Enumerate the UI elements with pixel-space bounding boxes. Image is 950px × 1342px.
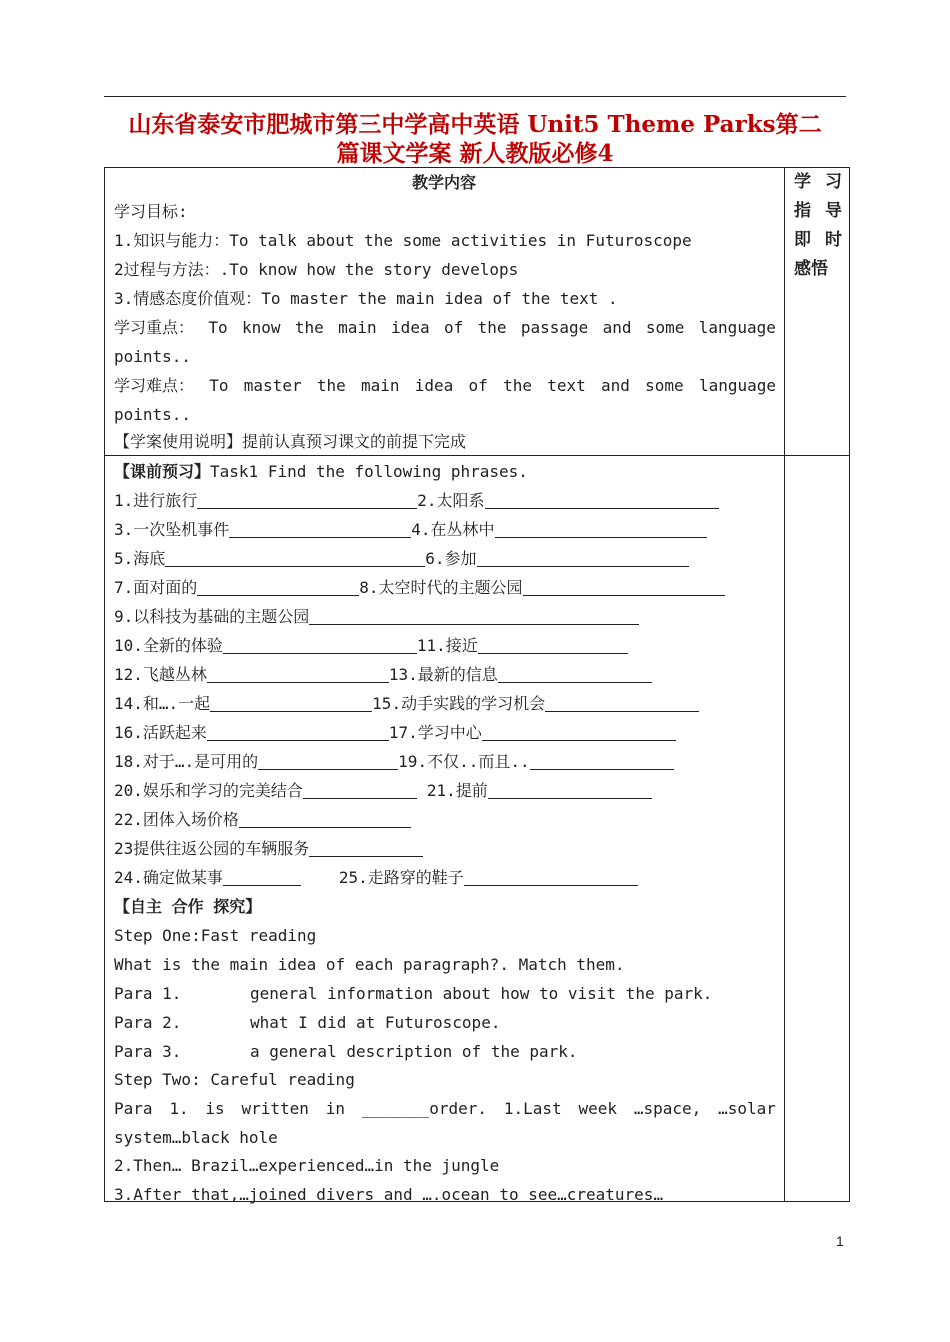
word: know <box>242 318 281 337</box>
word: some <box>645 376 684 395</box>
word: the <box>477 318 507 337</box>
answer-blank[interactable] <box>495 519 707 538</box>
preview-heading: 【课前预习】 <box>114 462 211 481</box>
answer-blank[interactable] <box>197 490 417 509</box>
answer-blank[interactable] <box>309 838 423 857</box>
word: _______order. <box>361 1099 488 1118</box>
word: and <box>601 376 630 395</box>
key-point-cont: points.. <box>114 347 192 366</box>
para-description: a general description of the park. <box>250 1042 578 1061</box>
answer-blank[interactable] <box>207 664 389 683</box>
phrase-row <box>114 718 776 747</box>
phrase-row <box>114 834 776 863</box>
word: main <box>360 376 400 395</box>
phrase-row <box>114 631 776 660</box>
word: of <box>468 376 488 395</box>
sidebar-row-4 <box>794 255 842 284</box>
title-line-2: 篇课文学案 新人教版必修4 <box>336 140 614 167</box>
step-one: Step One:Fast reading <box>114 926 317 945</box>
goal-attitude: 3.情感态度价值观：To master the main idea of the text . <box>114 289 618 308</box>
answer-blank[interactable] <box>498 664 652 683</box>
phrase-label: 13.最新的信息 <box>388 665 498 684</box>
answer-blank[interactable] <box>303 780 417 799</box>
phrase-label: 22.团体入场价格 <box>114 810 239 829</box>
phrase-label: 16.活跃起来 <box>114 723 207 742</box>
sidebar-char: 时 <box>825 230 842 250</box>
answer-blank[interactable] <box>229 519 411 538</box>
phrase-row <box>114 602 776 631</box>
fast-reading-question: What is the main idea of each paragraph?. Match them. <box>114 955 625 974</box>
word: passage <box>520 318 589 337</box>
phrase-label: 25.走路穿的鞋子 <box>338 868 464 887</box>
phrase-row <box>114 689 776 718</box>
phrase-label: 23提供往返公园的车辆服务 <box>114 839 310 858</box>
phrase-label: 3.一次坠机事件 <box>114 520 230 539</box>
answer-blank[interactable] <box>223 867 301 886</box>
usage-note: 【学案使用说明】提前认真预习课文的前提下完成 <box>114 432 467 451</box>
explore-heading: 【自主 合作 探究】 <box>114 897 262 916</box>
word: Para <box>114 1099 153 1118</box>
step-two: Step Two: Careful reading <box>114 1070 355 1089</box>
phrase-row <box>114 863 776 892</box>
preview-task-text: Task1 Find the following phrases. <box>210 462 528 481</box>
phrase-row <box>114 747 776 776</box>
word: master <box>243 376 302 395</box>
answer-blank[interactable] <box>482 722 676 741</box>
phrase-label: 8.太空时代的主题公园 <box>359 578 523 597</box>
phrase-row <box>114 660 776 689</box>
answer-blank[interactable] <box>207 722 389 741</box>
word: To <box>209 376 229 395</box>
top-rule <box>104 96 846 97</box>
word: is <box>205 1099 225 1118</box>
word: of <box>443 318 464 337</box>
answer-blank[interactable] <box>239 809 411 828</box>
para-match-row <box>114 1037 776 1066</box>
answer-blank[interactable] <box>523 577 725 596</box>
title-line-1: 山东省泰安市肥城市第三中学高中英语 Unit5 Theme Parks第二 <box>128 111 822 138</box>
sidebar-char: 学 <box>794 172 811 192</box>
phrase-label: 9.以科技为基础的主题公园 <box>114 607 310 626</box>
word: and <box>602 318 632 337</box>
phrase-label: 20.娱乐和学习的完美结合 <box>114 781 303 800</box>
sidebar-char: 感悟 <box>794 259 828 279</box>
phrase-row <box>114 805 776 834</box>
answer-blank[interactable] <box>478 635 628 654</box>
word: week <box>578 1099 618 1118</box>
answer-blank[interactable] <box>210 693 372 712</box>
answer-blank[interactable] <box>545 693 699 712</box>
word: …solar <box>718 1099 776 1118</box>
goals-label: 学习目标: <box>114 202 188 221</box>
careful-reading-line-3: 3.After that,…joined divers and ….ocean to see…creatures… <box>114 1185 664 1204</box>
phrase-row <box>114 486 776 515</box>
careful-reading-line <box>114 1094 776 1123</box>
phrase-label: 18.对于….是可用的 <box>114 752 259 771</box>
table-column-divider <box>784 167 785 1202</box>
answer-blank[interactable] <box>223 635 417 654</box>
sidebar-char: 指 <box>794 201 811 221</box>
page-number: 1 <box>836 1233 844 1249</box>
phrase-label: 17.学习中心 <box>388 723 482 742</box>
answer-blank[interactable] <box>258 751 398 770</box>
careful-reading-line-2: 2.Then… Brazil…experienced…in the jungle <box>114 1156 500 1175</box>
phrase-row <box>114 776 776 805</box>
para-label: Para 1. <box>114 984 182 1003</box>
phrase-label: 2.太阳系 <box>417 491 485 510</box>
word: 1.Last <box>503 1099 562 1118</box>
word: 学习重点： <box>114 318 195 337</box>
phrase-row <box>114 515 776 544</box>
word: To <box>208 318 228 337</box>
goal-process: 2过程与方法：.To know how the story develops <box>114 260 519 279</box>
goal-knowledge: 1.知识与能力：To talk about the some activities in Futuroscope <box>114 231 692 250</box>
word: the <box>503 376 532 395</box>
answer-blank[interactable] <box>464 867 638 886</box>
phrase-label: 6.参加 <box>425 549 477 568</box>
phrase-label: 5.海底 <box>114 549 166 568</box>
word: main <box>338 318 377 337</box>
sidebar-row-3 <box>794 226 842 255</box>
phrase-label: 12.飞越丛林 <box>114 665 207 684</box>
sidebar-row-2 <box>794 197 842 226</box>
content-header: 教学内容 <box>411 173 476 192</box>
answer-blank[interactable] <box>165 548 425 567</box>
phrase-label: 7.面对面的 <box>114 578 198 597</box>
phrase-label: 15.动手实践的学习机会 <box>372 694 546 713</box>
phrase-row <box>114 544 776 573</box>
phrase-label: 10.全新的体验 <box>114 636 223 655</box>
word: the <box>316 376 346 395</box>
answer-blank[interactable] <box>309 606 639 625</box>
sidebar-char: 导 <box>825 201 842 221</box>
word: idea <box>414 376 454 395</box>
sidebar-row-1 <box>794 168 842 197</box>
sidebar-char: 即 <box>794 230 811 250</box>
careful-reading-cont: system…black hole <box>114 1128 278 1147</box>
answer-blank[interactable] <box>488 780 652 799</box>
para-description: what I did at Futuroscope. <box>250 1013 501 1032</box>
word: language <box>698 318 776 337</box>
word: some <box>645 318 685 337</box>
para-description: general information about how to visit the park. <box>250 984 713 1003</box>
word: 学习难点： <box>114 376 195 395</box>
word: …space, <box>633 1099 702 1118</box>
preview-task <box>114 457 776 486</box>
phrase-label: 24.确定做某事 <box>114 868 223 887</box>
page-title <box>104 110 846 168</box>
phrase-label: 1.进行旅行 <box>114 491 198 510</box>
answer-blank[interactable] <box>485 490 719 509</box>
key-point <box>114 313 776 342</box>
answer-blank[interactable] <box>530 751 674 770</box>
word: in <box>325 1099 346 1118</box>
phrase-row <box>114 573 776 602</box>
phrase-label: 11.接近 <box>416 636 478 655</box>
word: text <box>547 376 586 395</box>
phrase-label: 21.提前 <box>426 781 488 800</box>
phrase-label: 14.和….一起 <box>114 694 211 713</box>
word: idea <box>391 318 430 337</box>
sidebar-char: 习 <box>825 172 842 192</box>
word: the <box>294 318 324 337</box>
phrase-label: 4.在丛林中 <box>411 520 495 539</box>
phrase-label: 19.不仅..而且.. <box>398 752 530 771</box>
word: 1. <box>169 1099 189 1118</box>
difficult-point <box>114 371 776 400</box>
para-label: Para 3. <box>114 1042 182 1061</box>
word: written <box>241 1099 309 1118</box>
word: language <box>698 376 776 395</box>
para-label: Para 2. <box>114 1013 182 1032</box>
para-match-row <box>114 979 776 1008</box>
para-match-row <box>114 1008 776 1037</box>
difficult-point-cont: points.. <box>114 405 192 424</box>
answer-blank[interactable] <box>197 577 359 596</box>
answer-blank[interactable] <box>477 548 689 567</box>
